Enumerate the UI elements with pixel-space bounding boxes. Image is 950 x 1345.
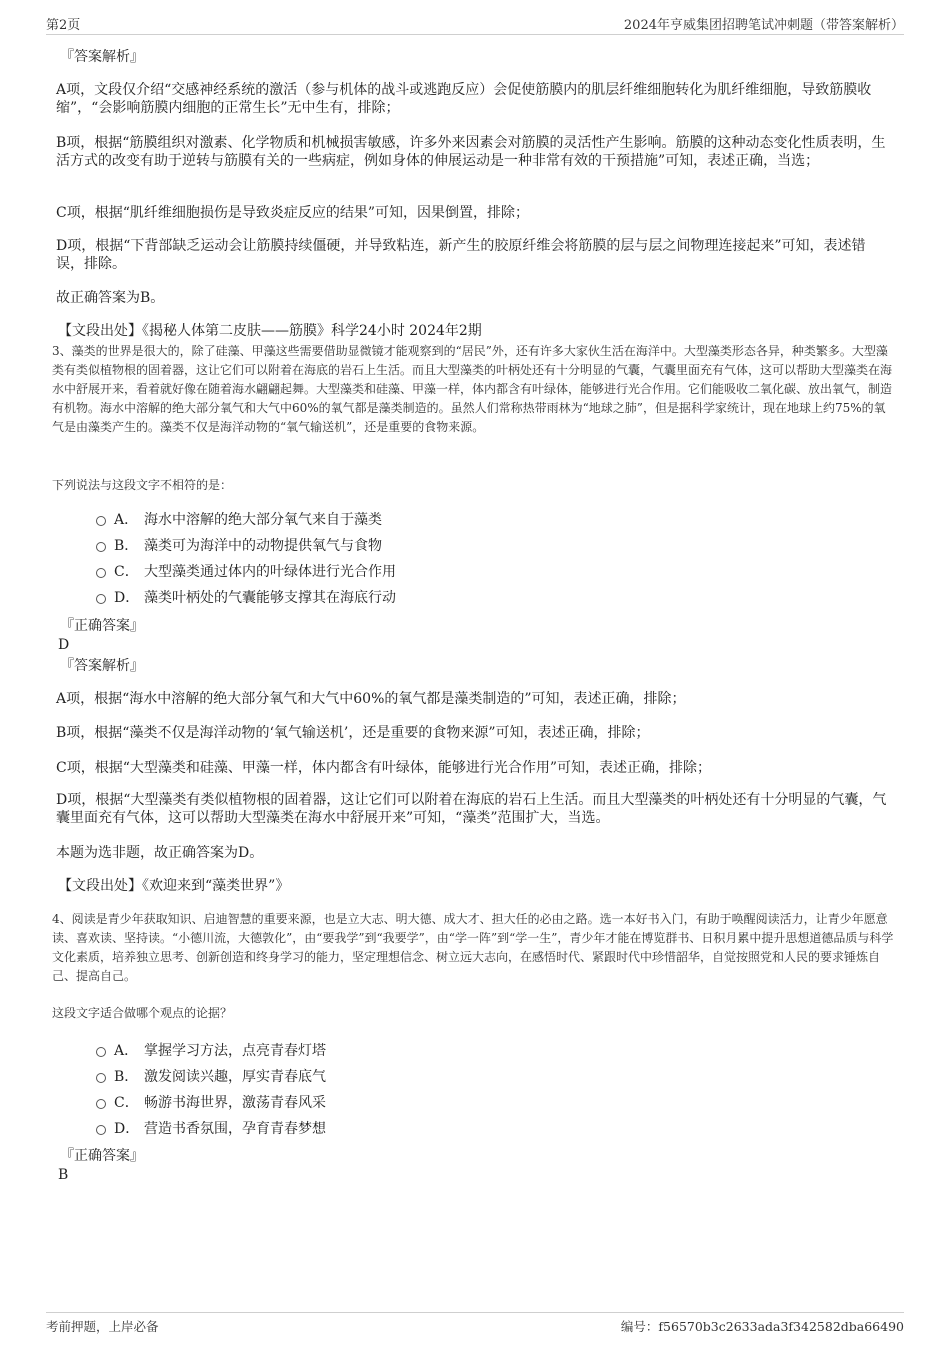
q3-analysis-label: 『答案解析』 <box>60 658 144 674</box>
radio-icon[interactable] <box>96 516 106 526</box>
radio-icon[interactable] <box>96 1073 106 1083</box>
option-text: 营造书香氛围，孕育青春梦想 <box>144 1121 326 1137</box>
option-text: 海水中溶解的绝大部分氧气来自于藻类 <box>144 512 382 528</box>
q3-passage: 3、藻类的世界是很大的，除了硅藻、甲藻这些需要借助显微镜才能观察到的“居民”外，还有许多大家伙生活在海洋中。大型藻类形态各异，种类繁多。大型藻类有类似植物根的固着器，这让它们可以附着在海底的岩石上生活。而且大型藻类的叶柄处还有十分明显的气囊，气囊里面充有气体，这可以帮助大型藻类在海水中舒展开来，看着就好像在随着海水翩翩起舞。大型藻类和硅藻、甲藻一样，体内都含有叶绿体，能够进行光合作用。它们能吸收二氧化碳、放出氧气，制造有机物。海水中溶解的绝大部分氧气和大气中60%的氧气都是藻类制造的。虽然人们常称热带雨林为“地球之肺”，但是据科学家统计，现在地球上约75%的氧气是由藻类产生的。藻类不仅是海洋动物的“氧气输送机”，还是重要的食物来源。 <box>52 344 893 434</box>
option-key: C． <box>114 1095 139 1111</box>
q3-option-b[interactable] <box>96 533 396 559</box>
option-text: 大型藻类通过体内的叶绿体进行光合作用 <box>144 564 396 580</box>
option-text: 掌握学习方法，点亮青春灯塔 <box>144 1043 326 1059</box>
option-key: C． <box>114 564 139 580</box>
q2-analysis-a: A项，文段仅介绍“交感神经系统的激活（参与机体的战斗或逃跑反应）会促使筋膜内的肌层纤维细胞转化为肌纤维细胞，导致筋膜收缩”，“会影响筋膜内细胞的正常生长”无中生有，排除； <box>56 82 872 116</box>
option-key: D． <box>114 1121 140 1137</box>
option-text: 激发阅读兴趣，厚实青春底气 <box>144 1069 326 1085</box>
option-key: D． <box>114 590 140 606</box>
q4-option-b[interactable] <box>96 1064 326 1090</box>
q2-analysis-b: B项，根据“筋膜组织对激素、化学物质和机械损害敏感，许多外来因素会对筋膜的灵活性产生影响。筋膜的这种动态变化性质表明，生活方式的改变有助于逆转与筋膜有关的一些病症，例如身体的伸展运动是一种非常有效的干预措施”可知，表述正确，当选； <box>56 135 886 169</box>
radio-icon[interactable] <box>96 1047 106 1057</box>
q2-analysis-d: D项，根据“下背部缺乏运动会让筋膜持续僵硬，并导致粘连，新产生的胶原纤维会将筋膜的层与层之间物理连接起来”可知，表述错误，排除。 <box>56 238 866 272</box>
q4-passage: 4、阅读是青少年获取知识、启迪智慧的重要来源，也是立大志、明大德、成大才、担大任的必由之路。选一本好书入门，有助于唤醒阅读活力，让青少年愿意读、喜欢读、坚持读。“小德川流，大德敦化”，由“要我学”到“我要学”，由“学一阵”到“学一生”，青少年才能在博览群书、日积月累中提升思想道德品质与科学文化素质，培养独立思考、创新创造和终身学习的能力，坚定理想信念、树立远大志向，在感悟时代、紧跟时代中珍惜韶华，自觉按照党和人民的要求锤炼自己、提高自己。 <box>52 912 894 983</box>
q3-question: 下列说法与这段文字不相符的是： <box>52 478 233 492</box>
option-text: 畅游书海世界，激荡青春风采 <box>144 1095 326 1111</box>
q3-analysis-b: B项，根据“藻类不仅是海洋动物的‘氧气输送机’，还是重要的食物来源”可知，表述正确，排除； <box>56 725 650 741</box>
radio-icon[interactable] <box>96 542 106 552</box>
page-footer <box>46 1312 904 1335</box>
option-key: A． <box>114 512 139 528</box>
q3-analysis-a: A项，根据“海水中溶解的绝大部分氧气和大气中60%的氧气都是藻类制造的”可知，表述正确，排除； <box>56 691 686 707</box>
q4-option-a[interactable] <box>96 1038 326 1064</box>
option-text: 藻类可为海洋中的动物提供氧气与食物 <box>144 538 382 554</box>
q2-analysis-label: 『答案解析』 <box>60 49 144 65</box>
q3-option-a[interactable] <box>96 507 396 533</box>
q3-answer-label: 『正确答案』 <box>60 618 144 634</box>
option-key: B． <box>114 1069 139 1085</box>
footer-slogan: 考前押题，上岸必备 <box>46 1319 159 1334</box>
q3-option-c[interactable] <box>96 559 396 585</box>
q4-options <box>56 1038 326 1142</box>
option-text: 藻类叶柄处的气囊能够支撑其在海底行动 <box>144 590 396 606</box>
q2-conclusion: 故正确答案为B。 <box>56 290 165 306</box>
document-id: 编号：f56570b3c2633ada3f342582dba66490 <box>620 1319 904 1334</box>
q2-source: 【文段出处】《揭秘人体第二皮肤——筋膜》科学24小时 2024年2期 <box>58 323 482 339</box>
option-key: A． <box>114 1043 139 1059</box>
radio-icon[interactable] <box>96 1125 106 1135</box>
option-key: B． <box>114 538 139 554</box>
q3-answer: D <box>58 637 70 653</box>
document-title: 2024年亨威集团招聘笔试冲刺题（带答案解析） <box>623 18 904 33</box>
q3-option-d[interactable] <box>96 585 396 611</box>
q4-option-d[interactable] <box>96 1116 326 1142</box>
q3-analysis-c: C项，根据“大型藻类和硅藻、甲藻一样，体内都含有叶绿体，能够进行光合作用”可知，表述正确，排除； <box>56 760 712 776</box>
q4-answer: B <box>58 1167 69 1183</box>
radio-icon[interactable] <box>96 594 106 604</box>
q3-source: 【文段出处】《欢迎来到“藻类世界”》 <box>58 878 290 894</box>
q4-option-c[interactable] <box>96 1090 326 1116</box>
q3-conclusion: 本题为选非题，故正确答案为D。 <box>56 845 264 861</box>
q4-question: 这段文字适合做哪个观点的论据？ <box>52 1006 233 1020</box>
radio-icon[interactable] <box>96 568 106 578</box>
q3-analysis-d: D项，根据“大型藻类有类似植物根的固着器，这让它们可以附着在海底的岩石上生活。而且大型藻类的叶柄处还有十分明显的气囊，气囊里面充有气体，这可以帮助大型藻类在海水中舒展开来”可知，“藻类”范围扩大，当选。 <box>56 792 887 826</box>
q4-answer-label: 『正确答案』 <box>60 1148 144 1164</box>
page-number: 第2页 <box>46 18 81 33</box>
q3-options <box>56 507 396 611</box>
q2-analysis-c: C项，根据“肌纤维细胞损伤是导致炎症反应的结果”可知，因果倒置，排除； <box>56 205 530 221</box>
page-header <box>46 14 904 35</box>
radio-icon[interactable] <box>96 1099 106 1109</box>
